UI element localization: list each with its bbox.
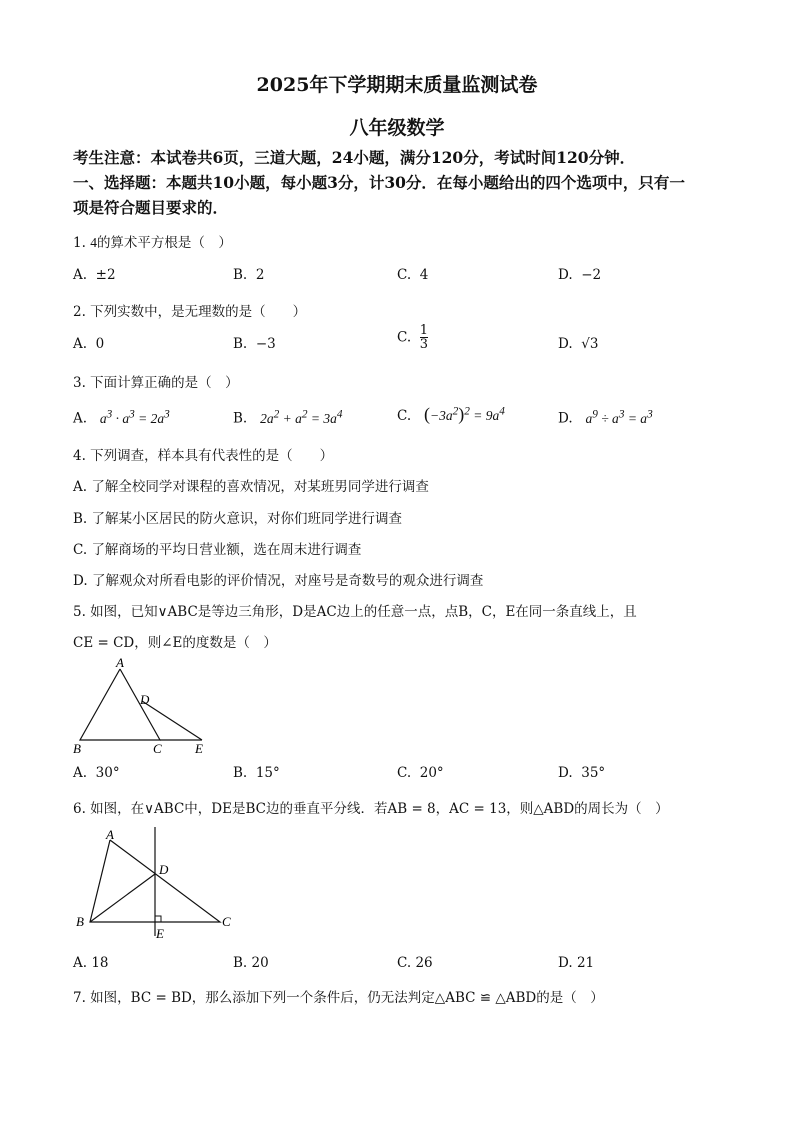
label-b: B <box>76 914 84 929</box>
label-c: C <box>153 741 162 756</box>
option-b: B. 15° <box>233 765 280 781</box>
option-a: A. 了解全校同学对课程的喜欢情况，对某班男同学进行调查 <box>73 479 429 495</box>
option-c: C. 26 <box>397 955 433 971</box>
option-c: C. 了解商场的平均日营业额，选在周末进行调查 <box>73 542 362 558</box>
label-c: C <box>222 914 231 929</box>
option-a: A. 0 <box>73 336 105 352</box>
option-d: D. −2 <box>558 267 602 283</box>
exam-subtitle: 八年级数学 <box>349 117 445 139</box>
question-2: 2. 下列实数中，是无理数的是（ ） <box>73 304 307 320</box>
question-6: 6. 如图，在∨ABC中，DE是BC边的垂直平分线．若AB = 8，AC = 13，则△ABD的周长为（ ） <box>73 801 669 817</box>
exam-notice: 考生注意：本试卷共6页，三道大题，24小题，满分120分，考试时间120分钟． <box>73 148 636 167</box>
label-e: E <box>195 741 203 756</box>
question-3: 3. 下面计算正确的是（ ） <box>73 375 239 391</box>
option-a: A. 18 <box>73 955 109 971</box>
option-c: C. 20° <box>397 765 444 781</box>
option-b: B. 2 <box>233 267 265 283</box>
question-1 <box>73 231 232 251</box>
option-d: D. √3 <box>558 336 599 352</box>
section-heading-line1: 一、选择题：本题共10小题，每小题3分，计30分．在每小题给出的四个选项中，只有一 <box>73 173 685 192</box>
triangle-figure-q5 <box>70 655 215 757</box>
question-text: 的算术平方根是（ ） <box>96 235 232 251</box>
label-d: D <box>140 692 150 707</box>
option-c: C. $(-3a^2)^2 = 9a^4$ <box>397 404 505 424</box>
option-b: B. 20 <box>233 955 269 971</box>
option-a: A. 30° <box>73 765 120 781</box>
label-e: E <box>156 926 164 941</box>
option-d: D. $a^9 \div a^3 = a^3$ <box>558 408 653 427</box>
label-a: A <box>106 827 114 842</box>
fraction: $\frac{1}{3}$ <box>419 323 429 352</box>
option-a: A. $a^3 \cdot a^3 = 2a^3$ <box>73 408 170 427</box>
triangle-figure-q6 <box>70 826 240 942</box>
label-d: D <box>159 862 169 877</box>
label-a: A <box>116 655 124 670</box>
option-c: C. 4 <box>397 267 429 283</box>
option-b: B. 了解某小区居民的防火意识，对你们班同学进行调查 <box>73 511 403 527</box>
math-expression: 4 <box>90 235 97 250</box>
section-heading-line2: 项是符合题目要求的． <box>73 198 229 217</box>
question-4: 4. 下列调查，样本具有代表性的是（ ） <box>73 448 334 464</box>
option-d: D. 35° <box>558 765 606 781</box>
question-5-line2: CE = CD，则∠E的度数是（ ） <box>73 635 277 651</box>
option-b: B. $2a^2 + a^2 = 3a^4$ <box>233 408 343 427</box>
question-7: 7. 如图，BC = BD，那么添加下列一个条件后，仍无法判定△ABC ≌ △ABD的是（ ） <box>73 990 604 1006</box>
label-b: B <box>73 741 81 756</box>
option-d: D. 了解观众对所看电影的评价情况，对座号是奇数号的观众进行调查 <box>73 573 484 589</box>
question-5-line1: 5. 如图，已知∨ABC是等边三角形，D是AC边上的任意一点，点B，C，E在同一条直线上，且 <box>73 604 637 620</box>
exam-title: 2025年下学期期末质量监测试卷 <box>256 74 538 96</box>
option-b: B. −3 <box>233 336 276 352</box>
option-a: A. ±2 <box>73 267 116 283</box>
question-number: 1. <box>73 235 86 251</box>
option-d: D. 21 <box>558 955 595 971</box>
option-c: C. $\frac{1}{3}$ <box>397 323 429 352</box>
